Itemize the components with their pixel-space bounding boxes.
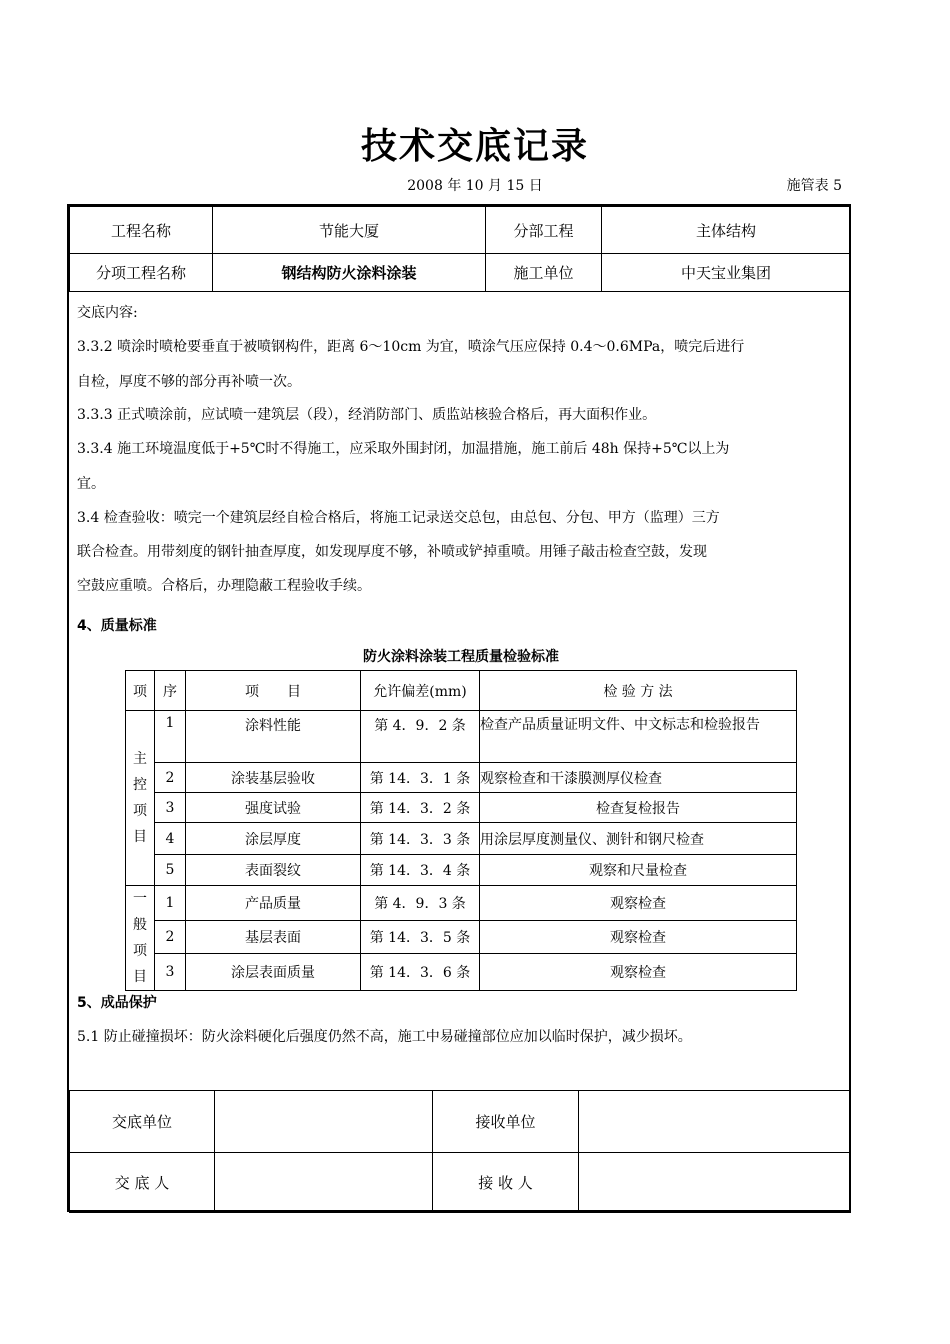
issuer-field[interactable]: [215, 1153, 433, 1213]
content-line: 3.3.4 施工环境温度低于+5℃时不得施工，应采取外围封闭，加温措施，施工前后 48h 保持+5℃以上为: [77, 441, 730, 457]
col-header: 项: [126, 671, 155, 711]
group-general: 一般项目: [126, 886, 155, 991]
col-header: 项 目: [186, 671, 361, 711]
receiver-label: 接 收 人: [433, 1153, 579, 1213]
content-line: 3.4 检查验收：喷完一个建筑层经自检合格后，将施工记录送交总包，由总包、分包、甲方（监理）三方: [77, 510, 720, 526]
contractor: 中天宝业集团: [602, 254, 851, 292]
form-number: 施管表 5: [786, 178, 842, 194]
issuer-label: 交 底 人: [70, 1153, 215, 1213]
signature-table: [69, 1090, 851, 1213]
content-line: 5.1 防止碰撞损坏：防火涂料硬化后强度仍然不高，施工中易碰撞部位应加以临时保护，减少损坏。: [77, 1029, 692, 1045]
subitem: 钢结构防火涂料涂装: [213, 254, 486, 292]
document-title: 技术交底记录: [360, 126, 589, 167]
table-row: 一般项目 1 产品质量 第 4．9．3 条 观察检查: [126, 886, 797, 921]
receiver-unit-field[interactable]: [579, 1091, 851, 1153]
col-header: 允许偏差(mm): [361, 671, 480, 711]
division: 主体结构: [602, 207, 851, 254]
record-form: [67, 204, 851, 1212]
table-row: 5 表面裂纹 第 14．3．4 条 观察和尺量检查: [126, 855, 797, 886]
table-row: 4 涂层厚度 第 14．3．3 条 用涂层厚度测量仪、测针和钢尺检查: [126, 823, 797, 855]
section-quality-standard: 4、质量标准: [77, 618, 157, 634]
content-line: 自检，厚度不够的部分再补喷一次。: [77, 374, 301, 390]
date: 2008 年 10 月 15 日: [407, 178, 543, 194]
group-main-control: 主控项目: [126, 711, 155, 886]
table-row: 主控项目 1 涂料性能 第 4．9．2 条 检查产品质量证明文件、中文标志和检验报告: [126, 711, 797, 763]
subitem-label: 分项工程名称: [70, 254, 213, 292]
quality-table-title: 防火涂料涂装工程质量检验标准: [363, 649, 559, 665]
table-row: 2 基层表面 第 14．3．5 条 观察检查: [126, 920, 797, 954]
issuer-unit-label: 交底单位: [70, 1091, 215, 1153]
project-name-label: 工程名称: [70, 207, 213, 254]
table-row: 3 涂层表面质量 第 14．3．6 条 观察检查: [126, 954, 797, 991]
header-table: [69, 206, 851, 292]
content-heading: 交底内容:: [77, 305, 138, 321]
project-name: 节能大厦: [213, 207, 486, 254]
table-row: 3 强度试验 第 14．3．2 条 检查复检报告: [126, 793, 797, 823]
content-line: 3.3.2 喷涂时喷枪要垂直于被喷钢构件，距离 6～10cm 为宜，喷涂气压应保持 0.4～0.6MPa，喷完后进行: [77, 339, 745, 355]
col-header: 序: [155, 671, 186, 711]
content-line: 联合检查。用带刻度的钢针抽查厚度，如发现厚度不够，补喷或铲掉重喷。用锤子敲击检查空鼓，发现: [77, 544, 707, 560]
table-row: 2 涂装基层验收 第 14．3．1 条 观察检查和干漆膜测厚仪检查: [126, 763, 797, 793]
content-line: 空鼓应重喷。合格后，办理隐蔽工程验收手续。: [77, 578, 371, 594]
content-line: 3.3.3 正式喷涂前，应试喷一建筑层（段），经消防部门、质监站核验合格后，再大面积作业。: [77, 407, 657, 423]
division-label: 分部工程: [486, 207, 602, 254]
receiver-field[interactable]: [579, 1153, 851, 1213]
issuer-unit-field[interactable]: [215, 1091, 433, 1153]
content-line: 宜。: [77, 476, 105, 492]
receiver-unit-label: 接收单位: [433, 1091, 579, 1153]
contractor-label: 施工单位: [486, 254, 602, 292]
quality-table: [125, 670, 797, 991]
col-header: 检 验 方 法: [480, 671, 797, 711]
section-product-protection: 5、成品保护: [77, 995, 157, 1011]
